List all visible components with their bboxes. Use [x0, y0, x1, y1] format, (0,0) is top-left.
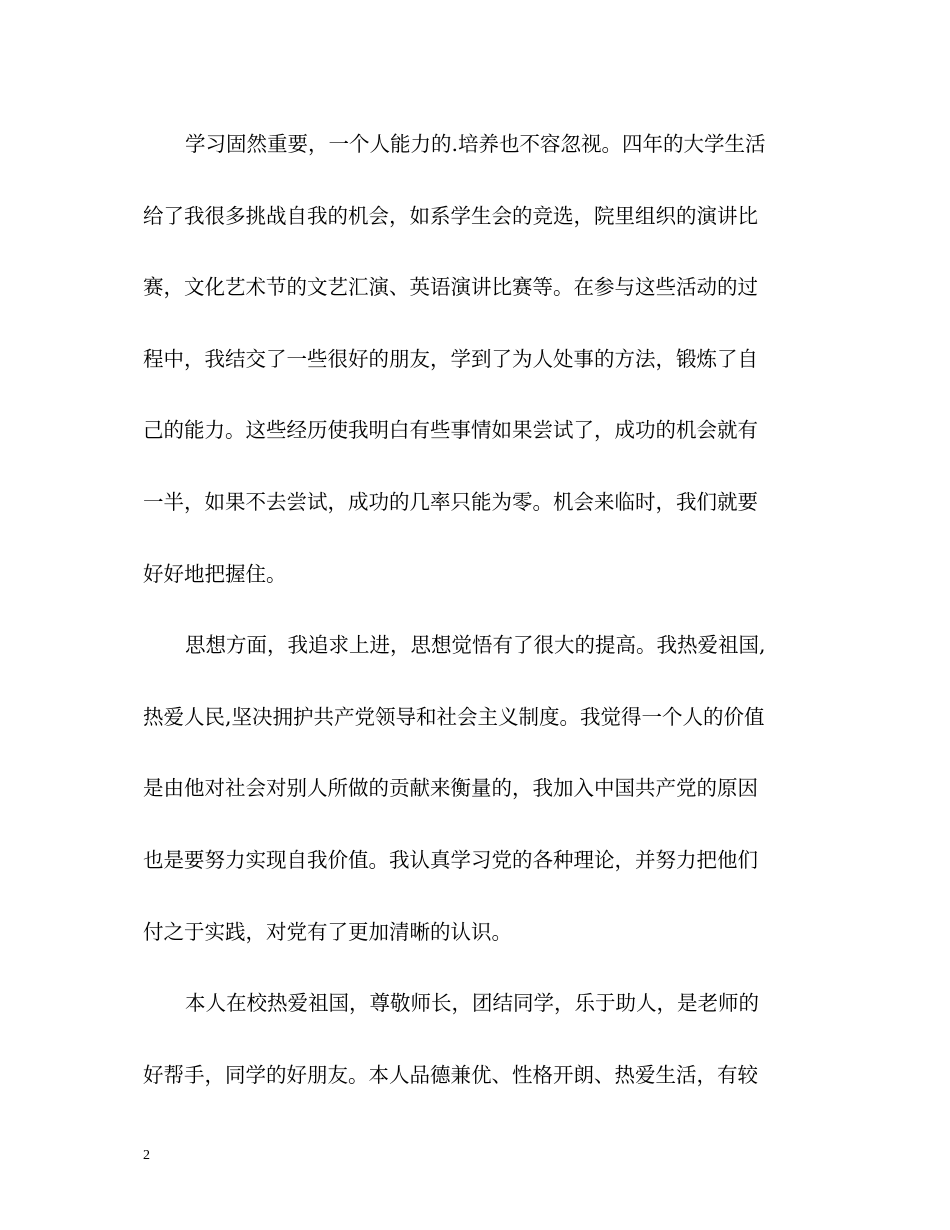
paragraph-line: 赛，文化艺术节的文艺汇演、英语演讲比赛等。在参与这些活动的过	[143, 275, 758, 300]
paragraph-line: 付之于实践，对党有了更加清晰的认识。	[143, 919, 512, 944]
paragraph-line: 也是要努力实现自我价值。我认真学习党的各种理论，并努力把他们	[143, 847, 758, 872]
paragraph-line: 好好地把握住。	[143, 561, 287, 586]
paragraph-line: 程中，我结交了一些很好的朋友，学到了为人处事的方法，锻炼了自	[143, 346, 758, 371]
paragraph-line: 是由他对社会对别人所做的贡献来衡量的，我加入中国共产党的原因	[143, 776, 758, 801]
paragraph-line: 一半，如果不去尝试，成功的几率只能为零。机会来临时，我们就要	[143, 489, 758, 514]
paragraph-line: 好帮手，同学的好朋友。本人品德兼优、性格开朗、热爱生活，有较	[143, 1062, 758, 1087]
paragraph-line: 己的能力。这些经历使我明白有些事情如果尝试了，成功的机会就有	[143, 418, 758, 443]
paragraph-line: 给了我很多挑战自我的机会，如系学生会的竞选，院里组织的演讲比	[143, 203, 758, 228]
paragraph-line: 热爱人民,坚决拥护共产党领导和社会主义制度。我觉得一个人的价值	[143, 704, 765, 729]
page-number: 2	[143, 1148, 150, 1163]
paragraph-line: 学习固然重要，一个人能力的.培养也不容忽视。四年的大学生活	[185, 132, 766, 156]
paragraph-line: 本人在校热爱祖国，尊敬师长，团结同学，乐于助人，是老师的	[185, 991, 759, 1016]
paragraph-line: 思想方面，我追求上进，思想觉悟有了很大的提高。我热爱祖国,	[185, 633, 766, 658]
body-text	[143, 122, 808, 1124]
